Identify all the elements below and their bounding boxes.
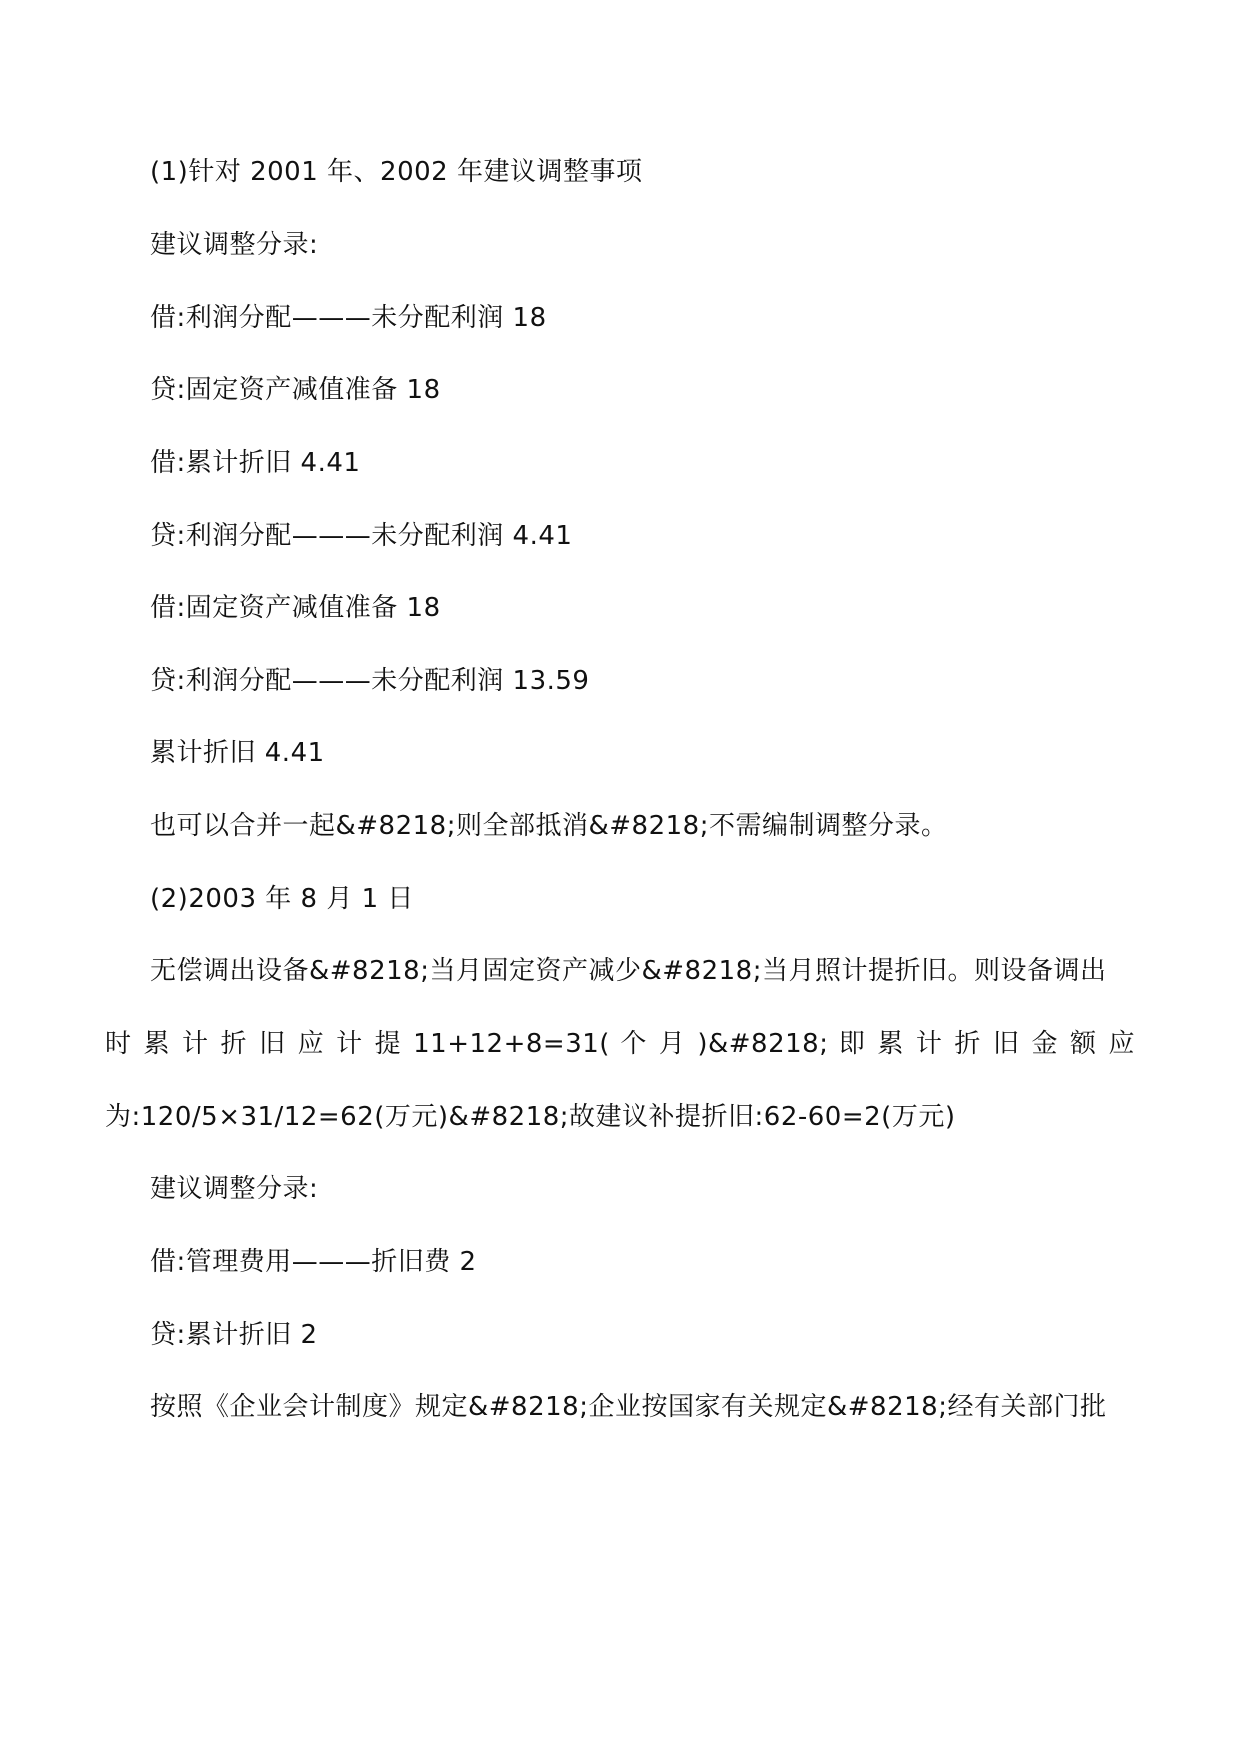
heading-item-1: (1)针对 2001 年、2002 年建议调整事项 [150,157,643,187]
journal-entry-line: 借:管理费用———折旧费 2 [150,1247,477,1277]
journal-entry-line: 贷:累计折旧 2 [150,1320,318,1350]
paragraph-line: 建议调整分录: [150,1174,319,1204]
journal-entry-line: 累计折旧 4.41 [150,738,325,768]
heading-item-2: (2)2003 年 8 月 1 日 [150,884,414,914]
paragraph-line: 为:120/5×31/12=62(万元)&#8218;故建议补提折旧:62-60=2(万元) [105,1102,956,1132]
journal-entry-line: 贷:固定资产减值准备 18 [150,375,441,405]
paragraph-line: 也可以合并一起&#8218;则全部抵消&#8218;不需编制调整分录。 [150,811,948,841]
paragraph-line: 时 累 计 折 旧 应 计 提 11+12+8=31( 个 月 )&#8218; 即 累 计 折 旧 金 额 应 [105,1029,1135,1059]
journal-entry-line: 贷:利润分配———未分配利润 4.41 [150,521,573,551]
journal-entry-line: 借:累计折旧 4.41 [150,448,361,478]
journal-entry-line: 借:固定资产减值准备 18 [150,593,441,623]
journal-entry-line: 借:利润分配———未分配利润 18 [150,303,547,333]
paragraph-line: 按照《企业会计制度》规定&#8218;企业按国家有关规定&#8218;经有关部门批 [150,1392,1107,1422]
paragraph-line: 无偿调出设备&#8218;当月固定资产减少&#8218;当月照计提折旧。则设备调出 [150,956,1107,986]
journal-entry-line: 贷:利润分配———未分配利润 13.59 [150,666,590,696]
paragraph-line: 建议调整分录: [150,230,319,260]
